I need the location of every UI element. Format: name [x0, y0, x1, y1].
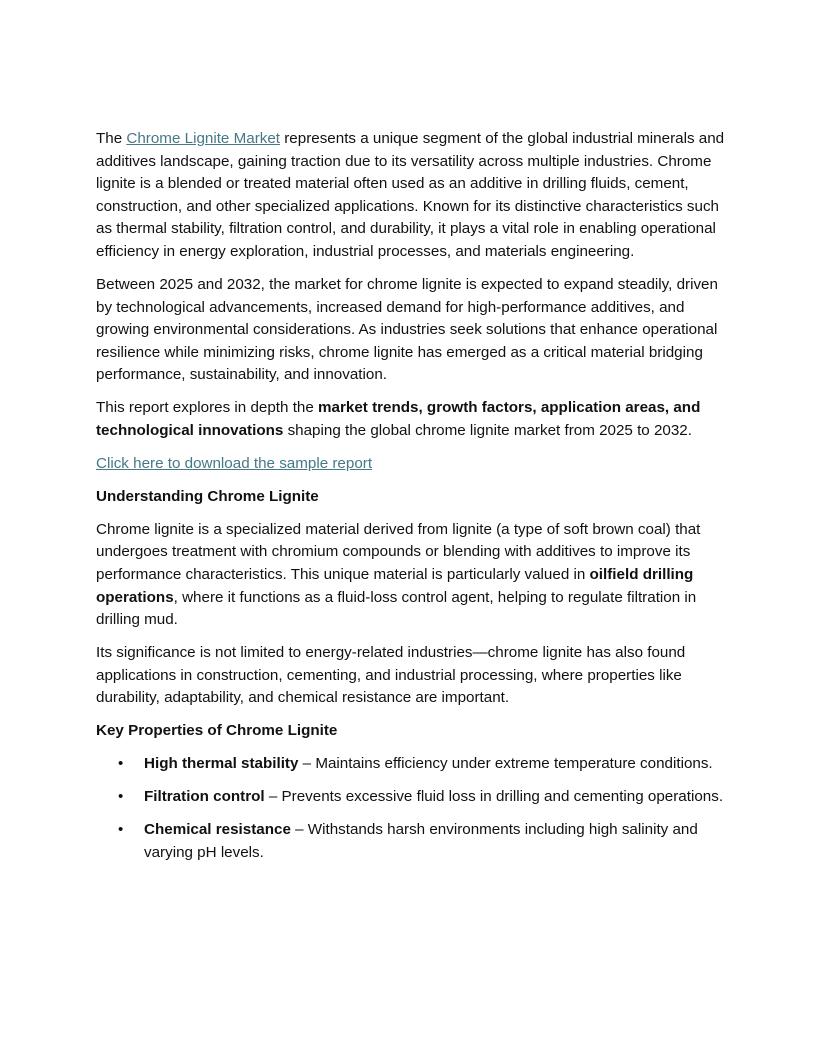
intro-suffix: represents a unique segment of the global industrial minerals and additives landscape, gaining traction due to its versatility across multiple industries. Chrome lignite is a blended or treated material often used as an additive in drilling fluids, cement, construction, and other specialized applications. Known for its distinctive characteristics such as thermal stability, filtration control, and durability, it plays a vital role in enabling operational efficiency in energy exploration, industrial processes, and materials engineering.: [96, 130, 725, 260]
understanding-heading: Understanding Chrome Lignite: [96, 487, 319, 505]
bullet-icon: •: [118, 755, 124, 773]
property-name: High thermal stability: [144, 755, 299, 773]
bullet-icon: •: [118, 821, 124, 839]
key-properties-heading: Key Properties of Chrome Lignite: [96, 722, 338, 740]
property-description: – Withstands harsh environments including high salinity and varying pH levels.: [144, 821, 698, 861]
definition-bold: oilfield drilling operations: [96, 566, 694, 606]
scope-paragraph: [96, 397, 726, 442]
scope-prefix: This report explores in depth the: [96, 399, 319, 417]
document-page: [96, 128, 726, 875]
bullet-icon: •: [118, 788, 124, 806]
list-item: [96, 753, 726, 776]
properties-list: [96, 753, 726, 864]
list-item: [96, 786, 726, 809]
intro-paragraph: [96, 128, 726, 264]
download-paragraph: [96, 453, 726, 476]
scope-bold: market trends, growth factors, application areas, and technological innovations: [96, 399, 701, 439]
list-item: [96, 819, 726, 864]
outlook-paragraph: Between 2025 and 2032, the market for chrome lignite is expected to expand steadily, driven by technological advancements, increased demand for high-performance additives, and growing environmental considerations. As industries seek solutions that enhance operational resilience while minimizing risks, chrome lignite has emerged as a critical material bridging performance, sustainability, and innovation.: [96, 275, 718, 384]
scope-suffix: shaping the global chrome lignite market from 2025 to 2032.: [283, 421, 692, 439]
intro-prefix: The: [96, 130, 127, 147]
definition-prefix: Chrome lignite is a specialized material derived from lignite (a type of soft brown coal) that undergoes treatment with chromium compounds or blending with additives to improve its performance characteristics. This unique material is particularly valued in: [96, 520, 701, 584]
property-description: – Prevents excessive fluid loss in drilling and cementing operations.: [264, 788, 724, 806]
significance-paragraph: Its significance is not limited to energy-related industries—chrome lignite has also found applications in construction, cementing, and industrial processing, where properties like durability, adaptability, and chemical resistance are important.: [96, 644, 686, 707]
chrome-lignite-market-link[interactable]: Chrome Lignite Market: [126, 130, 281, 147]
download-sample-link[interactable]: Click here to download the sample report: [96, 454, 373, 472]
property-name: Filtration control: [144, 788, 265, 806]
definition-paragraph: [96, 519, 726, 632]
definition-suffix: , where it functions as a fluid-loss control agent, helping to regulate filtration in drilling mud.: [96, 588, 697, 629]
property-description: – Maintains efficiency under extreme temperature conditions.: [298, 755, 713, 773]
property-name: Chemical resistance: [144, 821, 291, 839]
